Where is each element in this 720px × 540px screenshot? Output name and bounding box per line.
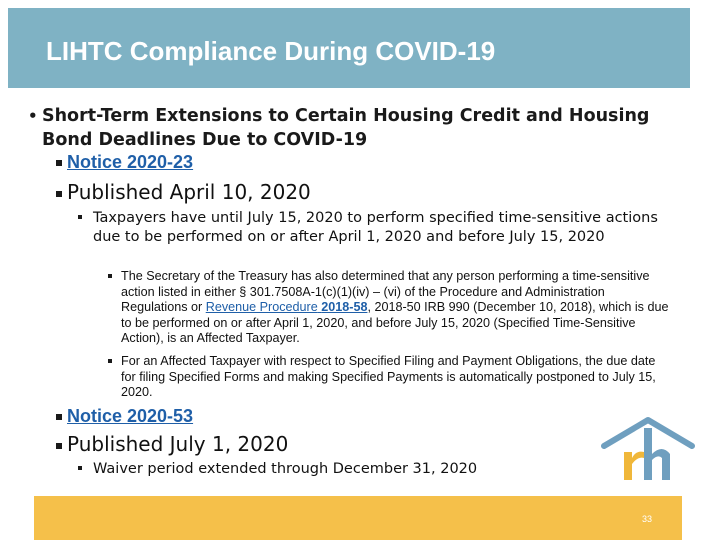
logo-h-stem (644, 428, 652, 480)
logo-h-arch (652, 449, 670, 480)
square-bullet (108, 359, 112, 363)
subdetail-item: The Secretary of the Treasury has also determined that any person performing a time-sensitive action listed in either § 301.7508A-1(c)(1)(iv) – (vi) of the Procedure and Administration Regulations or Revenue Procedure 2018-58, 2018-50 IRB 990 (December 10, 2018), which is due to be performed on or after April 1, 2020, and before July 15, 2020 (Specified Time-Sensitive Action), is an Affected Taxpayer. (108, 269, 670, 347)
title-bar (8, 8, 690, 88)
footer-bar (34, 496, 682, 540)
published-date-1: Published April 10, 2020 (56, 180, 311, 204)
notice-label: Notice 2020-23 (67, 152, 194, 172)
logo-text: rh (647, 482, 649, 483)
notice-label: Notice 2020-53 (67, 406, 194, 426)
detail-item: Waiver period extended through December 31, 2020 (78, 460, 678, 479)
notice-2020-23-link[interactable] (56, 152, 193, 173)
revenue-procedure-link[interactable]: Revenue Procedure 2018-58 (205, 300, 368, 315)
square-bullet (56, 414, 62, 420)
square-bullet (78, 466, 82, 470)
notice-2020-53-link[interactable] (56, 406, 193, 427)
heading-bullet-item (28, 104, 668, 152)
heading-bullet: • (28, 107, 38, 125)
rh-logo (600, 414, 696, 484)
square-bullet (78, 215, 82, 219)
detail-item: Taxpayers have until July 15, 2020 to perform specified time-sensitive actions due to be performed on or after April 1, 2020 and before July 15, 2020 (78, 209, 678, 247)
heading-text: Short-Term Extensions to Certain Housing Credit and Housing Bond Deadlines Due to COVID-19 (42, 106, 650, 150)
square-bullet (56, 191, 62, 197)
square-bullet (56, 160, 62, 166)
page-number: 33 (641, 514, 652, 524)
logo-r-stem (624, 452, 632, 480)
square-bullet (56, 443, 62, 449)
published-date-2: Published July 1, 2020 (56, 432, 288, 456)
subdetail-item: For an Affected Taxpayer with respect to Specified Filing and Payment Obligations, the due date for filing Specified Forms and making Specified Payments is automatically postponed to July 15, 2020. (108, 354, 670, 401)
logo-r-arm (632, 452, 644, 464)
square-bullet (108, 274, 112, 278)
slide-title: LIHTC Compliance During COVID-19 (46, 36, 496, 66)
